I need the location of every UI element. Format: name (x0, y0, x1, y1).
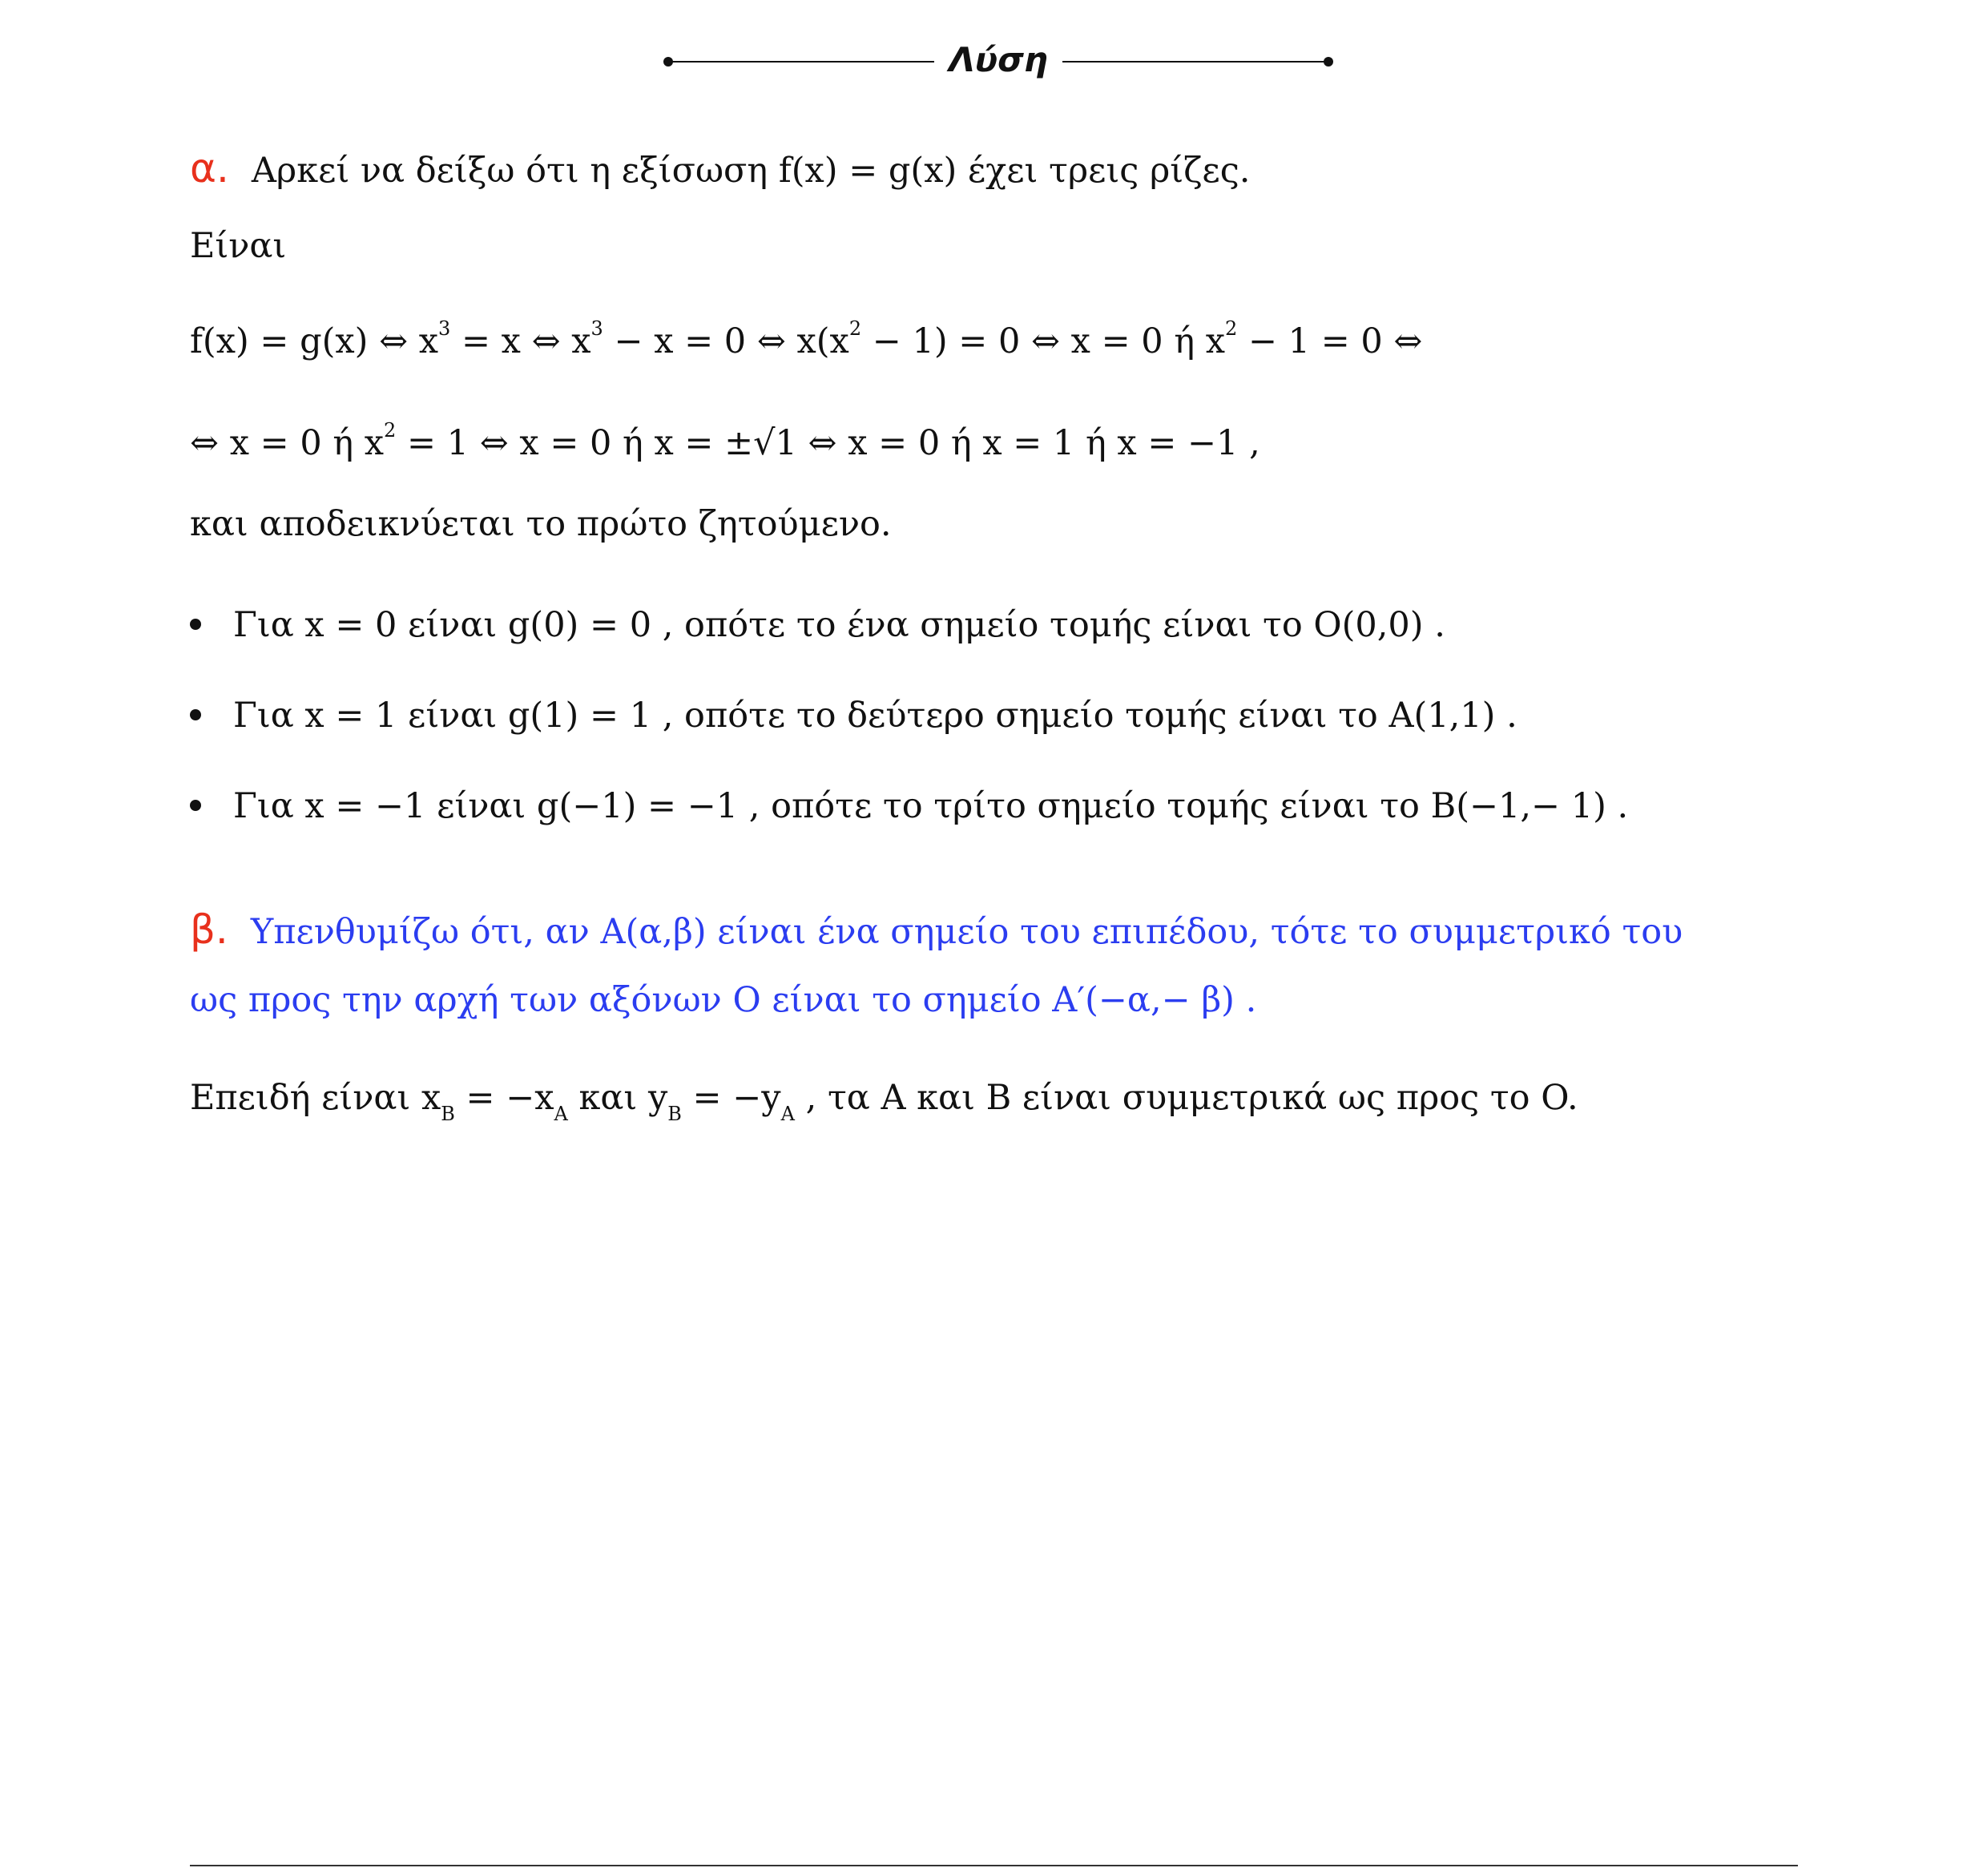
eq1-sup2: 3 (590, 317, 603, 340)
final-sub-a1: A (554, 1103, 568, 1125)
header-right-dot (1324, 57, 1333, 67)
eq1-part3: − x = 0 ⇔ x(x (603, 321, 849, 361)
solution-header (657, 32, 1346, 88)
solution-title: Λύση (949, 40, 1048, 79)
final-part4: = −y (681, 1078, 781, 1118)
eq2-part1: ⇔ x = 0 ή x (190, 423, 385, 463)
final-part2: = −x (454, 1078, 554, 1118)
final-sub-a2: A (780, 1103, 795, 1125)
equation-line-2 (190, 406, 1260, 467)
final-part1: Επειδή είναι x (190, 1078, 441, 1118)
part-a-conclusion: και αποδεικνύεται το πρώτο ζητούμενο. (190, 504, 892, 544)
eq2-part2: = 1 ⇔ x = 0 ή x = ±√1 ⇔ x = 0 ή x = 1 ή x = −1 , (396, 423, 1260, 463)
bullet-text-2: Για x = 1 είναι g(1) = 1 , οπότε το δεύτερο σημείο τομής είναι το A(1,1) . (233, 696, 1517, 736)
part-a-eimai: Είναι (190, 226, 287, 266)
part-a-intro-line (190, 144, 1250, 195)
bullet-item-1 (190, 601, 1445, 649)
bullet-text-1: Για x = 0 είναι g(0) = 0 , οπότε το ένα σημείο τομής είναι το O(0,0) . (233, 605, 1445, 645)
part-a-label: α. (190, 145, 229, 192)
part-b-reminder-1: Υπενθυμίζω ότι, αν A(α,β) είναι ένα σημείο του επιπέδου, τότε το συμμετρικό του (250, 912, 1683, 952)
part-b-reminder-line-2: ως προς την αρχή των αξόνων O είναι το σημείο A′(−α,− β) . (190, 980, 1257, 1020)
header-left-rule (670, 61, 934, 63)
final-sub-b2: B (667, 1103, 682, 1125)
part-b-reminder-line-1 (190, 906, 1683, 956)
footer-rule (190, 1865, 1798, 1866)
final-part5: , τα A και B είναι συμμετρικά ως προς το O. (794, 1078, 1578, 1118)
bullet-dot-icon (190, 800, 201, 811)
eq1-part2: = x ⇔ x (450, 321, 591, 361)
eq1-part5: − 1 = 0 ⇔ (1237, 321, 1423, 361)
eq1-part1: f(x) = g(x) ⇔ x (190, 321, 439, 361)
eq1-sup4: 2 (1225, 317, 1238, 340)
part-a-intro: Αρκεί να δείξω ότι η εξίσωση f(x) = g(x) έχει τρεις ρίζες. (251, 151, 1251, 191)
equation-line-1 (190, 305, 1422, 365)
bullet-dot-icon (190, 619, 201, 630)
bullet-item-2 (190, 692, 1517, 740)
part-b-label: β. (190, 906, 228, 953)
eq1-sup3: 2 (848, 317, 862, 340)
eq2-sup1: 2 (384, 419, 397, 442)
eq1-part4: − 1) = 0 ⇔ x = 0 ή x (861, 321, 1226, 361)
eq1-sup1: 3 (438, 317, 451, 340)
bullet-dot-icon (190, 709, 201, 720)
header-right-rule (1062, 61, 1327, 63)
bullet-item-3 (190, 782, 1628, 830)
final-sub-b1: B (441, 1103, 455, 1125)
part-b-final-statement (190, 1074, 1578, 1138)
final-part3: και y (567, 1078, 668, 1118)
bullet-text-3: Για x = −1 είναι g(−1) = −1 , οπότε το τρίτο σημείο τομής είναι το B(−1,− 1) . (233, 786, 1629, 826)
